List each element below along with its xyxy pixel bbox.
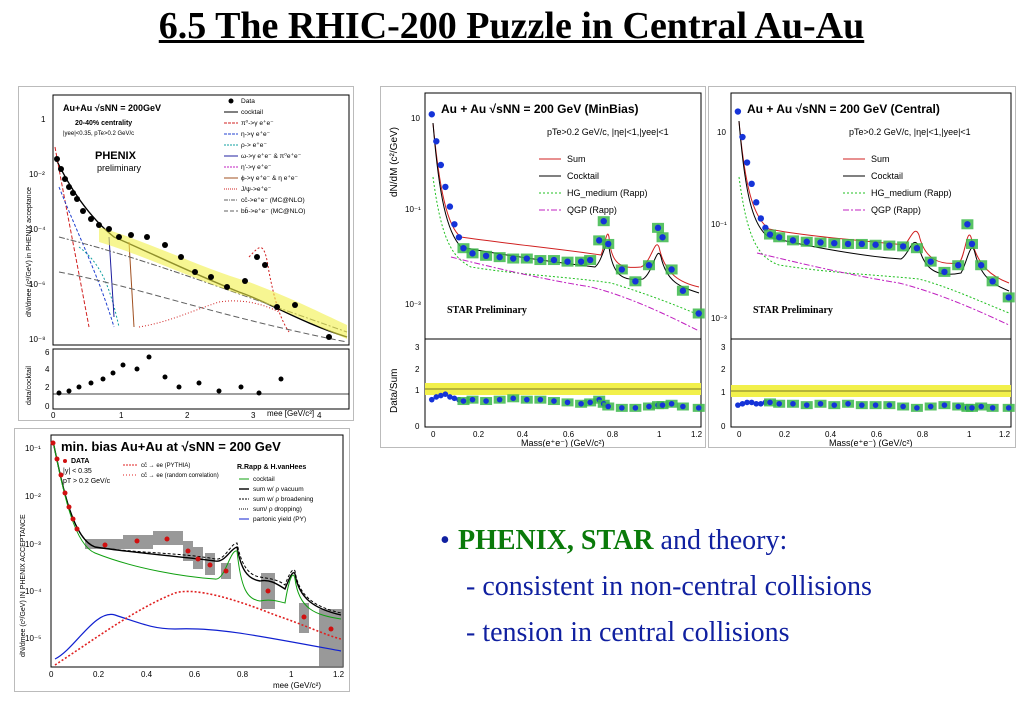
svg-text:10⁻¹: 10⁻¹ [405,205,421,214]
star-c-ratio-ticks [721,343,726,431]
minbias-theory-legend [239,476,314,523]
svg-text:QGP (Rapp): QGP (Rapp) [567,205,617,215]
svg-text:cc̄ → ee (random correlation): cc̄ → ee (random correlation) [141,473,219,479]
svg-text:10⁻²: 10⁻² [25,492,41,501]
svg-text:HG_medium (Rapp): HG_medium (Rapp) [567,188,648,198]
svg-text:1.2: 1.2 [999,430,1011,439]
data-point [831,240,837,246]
ratio-point [633,405,639,411]
star-central-panel [708,86,1016,448]
ratio-point [605,404,611,410]
phenix-system-label: Au+Au √sNN = 200GeV [63,103,161,113]
phenix-centrality-plot [19,87,353,420]
svg-text:0.2: 0.2 [779,430,791,439]
star-minbias-plot [381,87,705,447]
svg-text:1: 1 [657,430,662,439]
data-point [438,162,444,168]
star-mb-y-label: dN/dM (c²/GeV) [389,126,400,197]
syst-band [99,227,347,339]
star-c-ratio-points [735,398,1015,411]
data-point [696,310,702,316]
star-mb-hg-curve [433,177,699,315]
svg-text:1: 1 [289,670,294,679]
data-point [456,234,462,240]
star-minbias-panel [380,86,706,448]
svg-text:10⁻¹: 10⁻¹ [711,220,727,229]
svg-text:0: 0 [431,430,436,439]
data-point [886,242,892,248]
svg-text:bb̄->e⁺e⁻ (MC@NLO): bb̄->e⁺e⁻ (MC@NLO) [241,208,306,215]
ratio-point [565,400,571,406]
data-point [587,257,593,263]
data-point [429,111,435,117]
data-point [978,262,984,268]
data-point [483,253,489,259]
star-c-ratio-frame [731,339,1011,427]
phenix-minbias-plot [15,429,349,691]
svg-text:cocktail: cocktail [241,109,263,116]
data-point [646,262,652,268]
svg-text:QGP (Rapp): QGP (Rapp) [871,205,921,215]
star-mb-ratio-label: Data/Sum [389,368,400,413]
ratio-point [790,401,796,407]
data-point [460,245,466,251]
star-c-y-ticks [711,128,727,323]
data-point [744,159,750,165]
data-point [739,134,745,140]
svg-text:sum w/ ρ broadening: sum w/ ρ broadening [253,496,314,503]
phenix-ratio-label: data/cocktail [26,366,33,405]
svg-text:0.8: 0.8 [607,430,619,439]
phenix-ratio-ticks [45,348,50,411]
ratio-point [497,397,503,403]
svg-text:1.2: 1.2 [333,670,345,679]
data-point [927,258,933,264]
star-c-cuts: pTe>0.2 GeV/c, |ηe|<1,|yee|<1 [849,127,971,137]
star-c-legend [843,154,952,215]
data-point [596,237,602,243]
data-point [578,258,584,264]
ratio-point [660,402,666,408]
data-point [989,278,995,284]
svg-text:DATA: DATA [71,458,90,465]
ratio-point [859,402,865,408]
svg-text:3: 3 [415,343,420,352]
svg-text:0.4: 0.4 [825,430,837,439]
svg-text:cocktail: cocktail [253,476,275,483]
ratio-point [538,397,544,403]
svg-text:0: 0 [49,670,54,679]
data-point [748,181,754,187]
svg-text:1: 1 [41,115,46,124]
minbias-authors: R.Rapp & H.vanHees [237,464,307,471]
star-c-title: Au + Au √sNN = 200 GeV (Central) [747,102,940,116]
dy-curve [139,301,279,327]
svg-text:10⁻³: 10⁻³ [405,300,421,309]
data-point [845,241,851,247]
svg-text:Sum: Sum [567,154,586,164]
svg-text:0.2: 0.2 [473,430,485,439]
minbias-charm-labels [123,463,219,479]
data-point [632,278,638,284]
svg-text:cc̄->e⁺e⁻ (MC@NLO): cc̄->e⁺e⁻ (MC@NLO) [241,197,305,204]
data-point [969,241,975,247]
star-central-plot [709,87,1015,447]
svg-text:10⁻²: 10⁻² [29,170,45,179]
svg-text:Cocktail: Cocktail [871,171,904,181]
star-c-sum-curve [739,121,1009,283]
ratio-point [510,396,516,402]
minbias-y-label: dN/dmee (c²/GeV) IN PHENIX ACCEPTANCE [20,514,27,657]
ratio-point [461,398,467,404]
ratio-point [524,397,530,403]
ratio-point [776,401,782,407]
svg-text:J/ψ->e⁺e⁻: J/ψ->e⁺e⁻ [241,186,272,193]
rho-curve [79,247,119,327]
svg-text:1.2: 1.2 [691,430,703,439]
ratio-point [551,398,557,404]
svg-text:0.4: 0.4 [141,670,153,679]
svg-text:0: 0 [51,411,56,420]
data-point [900,243,906,249]
svg-text:pT > 0.2 GeV/c: pT > 0.2 GeV/c [63,478,111,485]
svg-text:Sum: Sum [871,154,890,164]
svg-text:0: 0 [415,422,420,431]
star-mb-legend [539,154,648,215]
ratio-point [831,402,837,408]
ratio-point [470,397,476,403]
svg-text:1: 1 [721,388,726,397]
svg-text:0.6: 0.6 [563,430,575,439]
phenix-y-label: dN/dmee (c²/GeV) in PHENIX acceptance [26,187,33,317]
bullet-dot-icon: • [440,525,450,556]
data-point [551,257,557,263]
ratio-point [483,398,489,404]
star-mb-title: Au + Au √sNN = 200 GeV (MinBias) [441,102,639,116]
svg-text:sum w/ ρ vacuum: sum w/ ρ vacuum [253,486,304,493]
star-mb-x-label: Mass(e⁺e⁻) (GeV/c²) [521,438,605,447]
ratio-point [990,405,996,411]
star-mb-qgp-curve [451,257,699,331]
minbias-y-ticks [25,444,42,643]
data-point [680,288,686,294]
svg-text:cc̄ → ee (PYTHIA): cc̄ → ee (PYTHIA) [141,463,191,469]
minbias-x-ticks [49,670,345,679]
minbias-title: min. bias Au+Au at √sNN = 200 GeV [61,439,281,454]
minbias-left-labels [63,458,111,485]
data-point [433,138,439,144]
svg-text:ρ-> e⁺e⁻: ρ-> e⁺e⁻ [241,142,267,149]
bullet-block [440,518,1010,656]
phenix-prelim-label: preliminary [97,163,142,173]
data-point [914,245,920,251]
ratio-point [669,401,675,407]
star-mb-prelim: STAR Preliminary [447,305,527,316]
svg-text:10: 10 [411,114,420,123]
svg-text:0.4: 0.4 [517,430,529,439]
svg-text:10⁻⁴: 10⁻⁴ [29,225,46,234]
star-mb-cuts: pTe>0.2 GeV/c, |ηe|<1,|yee|<1 [547,127,669,137]
ratio-point [873,402,879,408]
ratio-point [969,405,975,411]
ratio-point [646,404,652,410]
svg-text:3: 3 [251,411,256,420]
svg-text:10⁻¹: 10⁻¹ [25,444,41,453]
svg-text:4: 4 [45,365,50,374]
data-point [872,242,878,248]
phenix-x-label: mee [GeV/c²] [267,409,315,418]
sub-bullet-2: - tension in central collisions [466,617,790,648]
ratio-point [845,401,851,407]
data-point [451,221,457,227]
data-point [776,234,782,240]
data-point [564,258,570,264]
bullet-rest: and theory: [653,525,788,556]
data-point [619,266,625,272]
ratio-point [578,401,584,407]
svg-text:HG_medium (Rapp): HG_medium (Rapp) [871,188,952,198]
svg-text:10⁻⁸: 10⁻⁸ [29,335,46,344]
data-point [735,108,741,114]
data-point [496,254,502,260]
svg-text:10⁻⁶: 10⁻⁶ [29,280,46,289]
svg-text:2: 2 [415,365,420,374]
ratio-point [680,404,686,410]
ratio-point [942,402,948,408]
data-point [1006,294,1012,300]
ratio-point [767,400,773,406]
svg-text:10⁻³: 10⁻³ [25,540,41,549]
data-point [668,266,674,272]
data-point [655,225,661,231]
ratio-point [887,402,893,408]
data-point [964,221,970,227]
phenix-ratio-points [57,355,284,396]
svg-text:sum/ ρ dropping): sum/ ρ dropping) [253,506,302,513]
svg-text:partonic yield (PY): partonic yield (PY) [253,516,307,523]
star-mb-y-ticks [405,114,421,309]
svg-text:0.8: 0.8 [917,430,929,439]
svg-text:10⁻⁴: 10⁻⁴ [25,587,42,596]
data-point [941,269,947,275]
data-point [859,241,865,247]
data-point [524,255,530,261]
data-point [817,239,823,245]
ratio-point [928,404,934,410]
svg-text:ω->γ e⁺e⁻ & π⁰e⁺e⁻: ω->γ e⁺e⁻ & π⁰e⁺e⁻ [241,153,302,160]
svg-text:Data: Data [241,98,255,105]
phenix-logo-text: PHENIX [95,150,136,162]
data-point [804,239,810,245]
ratio-point [900,404,906,410]
data-point [537,257,543,263]
svg-text:0: 0 [737,430,742,439]
star-c-x-label: Mass(e⁺e⁻) (GeV/c²) [829,438,913,447]
svg-text:Cocktail: Cocktail [567,171,600,181]
phi-curve [129,242,134,327]
star-mb-cocktail-curve [433,123,699,293]
svg-text:2: 2 [45,383,50,392]
svg-text:π⁰->γ e⁺e⁻: π⁰->γ e⁺e⁻ [241,120,274,127]
svg-text:2: 2 [721,365,726,374]
data-point [753,199,759,205]
svg-text:2: 2 [185,411,190,420]
phenix-cuts-label: |yee|<0.35, pTe>0.2 GeV/c [63,131,135,137]
svg-text:η->γ e⁺e⁻: η->γ e⁺e⁻ [241,131,271,138]
svg-text:0.2: 0.2 [93,670,105,679]
phenix-centrality-label: 20-40% centrality [75,120,133,127]
ratio-point [978,404,984,410]
data-point [767,231,773,237]
ratio-point [1006,405,1012,411]
data-point [955,262,961,268]
svg-text:1: 1 [119,411,124,420]
minbias-x-label: mee (GeV/c²) [273,681,322,690]
partonic-yield-curve [55,614,341,659]
data-point [469,250,475,256]
svg-text:6: 6 [45,348,50,357]
data-point [442,184,448,190]
svg-text:4: 4 [317,411,322,420]
svg-text:1: 1 [415,386,420,395]
data-point [790,237,796,243]
svg-text:3: 3 [721,343,726,352]
data-point [659,234,665,240]
svg-text:0: 0 [721,422,726,431]
slide-title: 6.5 The RHIC-200 Puzzle in Central Au-Au [158,5,865,47]
bullet-highlight: PHENIX, STAR [458,525,654,556]
ratio-point [804,402,810,408]
svg-text:10: 10 [717,128,726,137]
svg-text:1: 1 [967,430,972,439]
svg-text:0.6: 0.6 [871,430,883,439]
data-point [447,203,453,209]
ratio-point [696,405,702,411]
charm-pythia-curve [55,591,341,665]
svg-text:0: 0 [45,402,50,411]
ratio-point [818,401,824,407]
svg-text:0.6: 0.6 [189,670,201,679]
svg-text:10⁻³: 10⁻³ [711,314,727,323]
data-point [605,241,611,247]
svg-text:η'->γ e⁺e⁻: η'->γ e⁺e⁻ [241,164,272,171]
svg-text:ϕ->γ e⁺e⁻ & η e⁺e⁻: ϕ->γ e⁺e⁻ & η e⁺e⁻ [241,175,299,182]
sub-bullet-1: - consistent in non-central collisions [466,571,872,602]
phenix-legend [224,98,305,215]
star-c-prelim: STAR Preliminary [753,305,833,316]
ratio-point [587,400,593,406]
star-mb-ratio-ticks [415,343,420,431]
ratio-point [955,404,961,410]
ratio-point [914,405,920,411]
ratio-point [619,405,625,411]
svg-text:0.8: 0.8 [237,670,249,679]
main-bullet [440,518,1010,564]
svg-text:|y| < 0.35: |y| < 0.35 [63,468,92,475]
phenix-centrality-panel [18,86,354,421]
omega-curve [109,237,114,317]
data-point [601,218,607,224]
svg-text:10⁻⁵: 10⁻⁵ [25,634,42,643]
data-point [758,215,764,221]
phenix-minbias-panel [14,428,350,692]
data-point [510,255,516,261]
phenix-ratio-frame [53,349,349,409]
